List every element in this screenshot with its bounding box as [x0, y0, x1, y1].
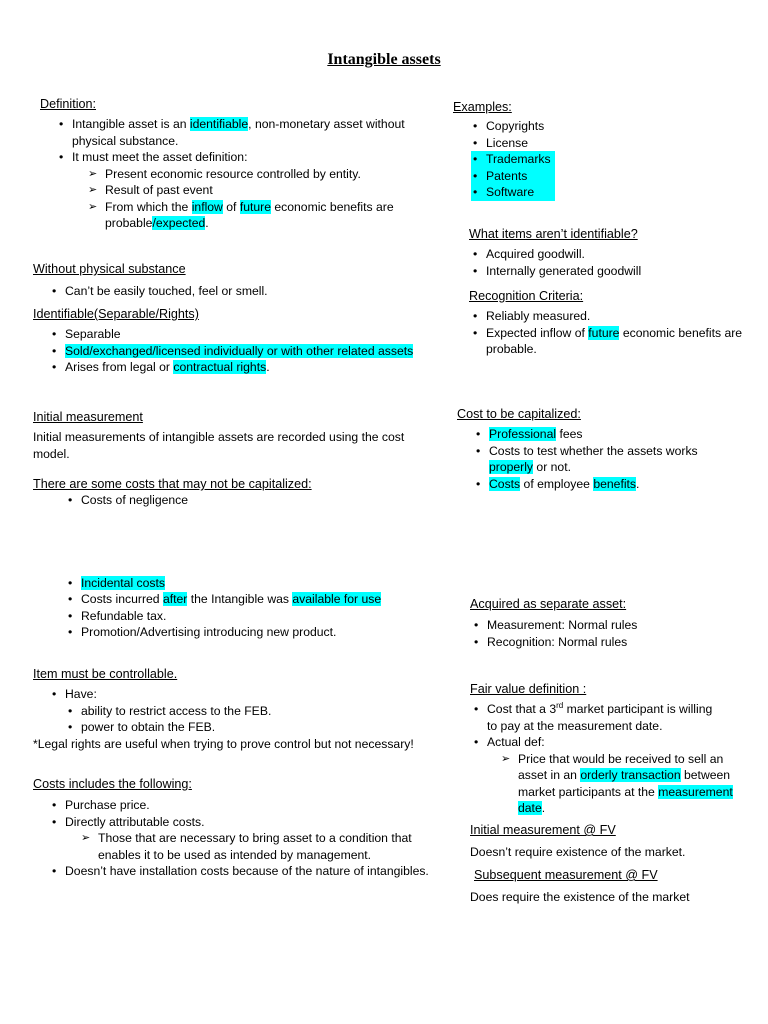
- list-item: • Can’t be easily touched, feel or smell.: [50, 283, 443, 300]
- initial-fv-section: [470, 822, 760, 861]
- list-item: ➢ Present economic resource controlled by entity.: [88, 166, 440, 183]
- without-physical-section: [33, 261, 443, 300]
- examples-section: [453, 99, 753, 201]
- list-item: • Directly attributable costs.: [50, 814, 453, 831]
- list-item: • power to obtain the FEB.: [66, 719, 453, 736]
- list-item: • Professional fees: [474, 426, 739, 443]
- list-item: • Costs of employee benefits.: [474, 476, 739, 493]
- not-identifiable-heading: What items aren’t identifiable?: [469, 227, 638, 241]
- costs-includes-heading: Costs includes the following:: [33, 777, 192, 791]
- fair-value-section: [470, 681, 760, 817]
- list-item: • License: [471, 135, 753, 152]
- controllable-heading: Item must be controllable.: [33, 667, 178, 681]
- capitalized-heading: Cost to be capitalized:: [457, 407, 581, 421]
- page-title: Intangible assets: [327, 51, 441, 68]
- initial-fv-heading: Initial measurement @ FV: [470, 823, 616, 837]
- list-item: • Arises from legal or contractual rights.: [50, 359, 453, 376]
- controllable-section: [33, 666, 453, 752]
- subsequent-fv-section: [470, 867, 760, 906]
- list-item: • Trademarks: [471, 151, 555, 168]
- list-item: • Have:: [50, 686, 453, 703]
- recognition-heading: Recognition Criteria:: [469, 289, 584, 303]
- list-item: • Internally generated goodwill: [471, 263, 759, 280]
- identifiable-heading: Identifiable(Separable/Rights): [33, 307, 199, 321]
- list-item: • Software: [471, 184, 555, 201]
- list-item: • Actual def:: [472, 734, 717, 751]
- not-capitalized-heading: There are some costs that may not be capitalized:: [33, 477, 312, 491]
- list-item: • Cost that a 3rd market participant is willing to pay at the measurement date.: [472, 701, 717, 734]
- controllable-note: *Legal rights are useful when trying to prove control but not necessary!: [33, 736, 414, 751]
- list-item: • Acquired goodwill.: [471, 246, 759, 263]
- list-item: ➢ Price that would be received to sell an asset in an orderly transaction between market participants at the measurement date.: [501, 751, 746, 817]
- subsequent-fv-text: Does require the existence of the market: [470, 890, 690, 904]
- list-item: • ability to restrict access to the FEB.: [66, 703, 453, 720]
- definition-heading: Definition:: [40, 97, 97, 111]
- initial-fv-text: Doesn’t require existence of the market.: [470, 845, 686, 859]
- definition-section: [40, 96, 440, 232]
- list-item: ➢ From which the inflow of future economic benefits are probable/expected.: [88, 199, 405, 232]
- list-item: • Expected inflow of future economic benefits are probable.: [471, 325, 761, 358]
- initial-measurement-section: [33, 409, 433, 462]
- list-item: • Doesn’t have installation costs because of the nature of intangibles.: [50, 863, 453, 880]
- list-item: • Reliably measured.: [471, 308, 761, 325]
- subsequent-fv-heading: Subsequent measurement @ FV: [474, 868, 658, 882]
- recognition-section: [469, 288, 761, 358]
- initial-measurement-heading: Initial measurement: [33, 410, 143, 424]
- list-item: • Separable: [50, 326, 453, 343]
- list-item: • Promotion/Advertising introducing new product.: [66, 624, 443, 641]
- fair-value-heading: Fair value definition :: [470, 682, 587, 696]
- not-capitalized-section: [33, 476, 443, 641]
- list-item: • Purchase price.: [50, 797, 453, 814]
- list-item: • Recognition: Normal rules: [472, 634, 760, 651]
- list-item: • Costs to test whether the assets works properly or not.: [474, 443, 739, 476]
- identifiable-section: [33, 306, 453, 376]
- list-item: • Sold/exchanged/licensed individually or with other related assets: [50, 343, 453, 360]
- list-item: ➢ Those that are necessary to bring asset to a condition that enables it to be used as intended by management.: [81, 830, 418, 863]
- costs-includes-section: [33, 776, 453, 880]
- list-item: • Copyrights: [471, 118, 753, 135]
- acquired-separate-section: [470, 596, 760, 650]
- list-item: • Costs of negligence: [66, 492, 443, 509]
- list-item: • Costs incurred after the Intangible was available for use: [66, 591, 443, 608]
- list-item: • Measurement: Normal rules: [472, 617, 760, 634]
- initial-measurement-text: Initial measurements of intangible assets are recorded using the cost model.: [33, 430, 405, 461]
- list-item: • It must meet the asset definition:: [57, 149, 440, 166]
- list-item: • Intangible asset is an identifiable, non-monetary asset without physical substance.: [57, 116, 440, 149]
- examples-heading: Examples:: [453, 100, 512, 114]
- list-item: • Incidental costs: [66, 575, 443, 592]
- list-item: ➢ Result of past event: [88, 182, 440, 199]
- not-identifiable-section: [469, 226, 759, 279]
- list-item: • Refundable tax.: [66, 608, 443, 625]
- list-item: • Patents: [471, 168, 555, 185]
- without-physical-heading: Without physical substance: [33, 262, 186, 276]
- capitalized-section: [457, 406, 757, 492]
- acquired-separate-heading: Acquired as separate asset:: [470, 597, 627, 611]
